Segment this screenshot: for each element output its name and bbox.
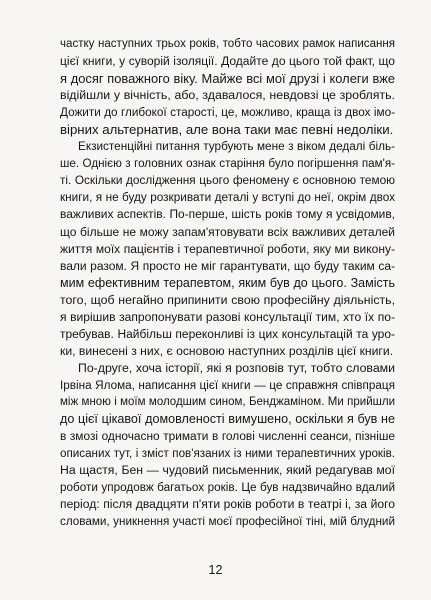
text-line: що більше не можу запам'ятовувати всіх важливих деталей	[60, 224, 395, 239]
text-line: ше. Однією з головних ознак старіння було погіршення пам'я-	[60, 157, 395, 171]
text-line: ки, винесені з них, є основою наступних розділів цієї книги.	[60, 343, 394, 358]
text-line: Екзистенційні питання турбують мене з віком дедалі біль-	[78, 140, 395, 154]
text-line: словами, уникнення участі моєї професійної тіні, мій блудний	[60, 515, 395, 529]
text-line: книги, я не буду розкривати деталі у вступі до неї, окрім двох	[60, 191, 395, 205]
text-line: цієї книги, у суворій ізоляції. Додайте до цього той факт, що	[60, 54, 395, 69]
text-line: описаних тут, і зміст пов'язаних із ними терапевтичних уроків.	[60, 447, 395, 461]
text-line: відійшли у вічність, або, здавалося, невдовзі це зроблять.	[60, 88, 395, 103]
text-line: ті. Оскільки дослідження цього феномену є основною темою	[60, 173, 395, 188]
text-line: між мною і моїм молодшим сином, Бенджаміном. Ми прийшли	[60, 395, 395, 408]
text-line: період: після двадцяти п'яти років роботи в театрі і, за його	[60, 497, 395, 512]
text-line: частку наступних трьох років, тобто часових рамок написання	[60, 38, 395, 50]
text-line: до цієї цікавої домовленості вимушено, оскільки я був не	[60, 412, 395, 427]
text-line: вали разом. Я просто не міг гарантувати, що буду таким са-	[60, 258, 395, 273]
page-number: 12	[208, 563, 223, 577]
text-line: требував. Найбільш переконливі із цих консультацій та уро-	[60, 326, 395, 341]
text-line: вірних альтернатив, але вона таки має певні недоліки.	[60, 122, 394, 138]
text-line: я вирішив запропонувати разові консультації тим, хто їх по-	[60, 309, 395, 324]
body-text	[60, 36, 395, 530]
text-line: того, щоб негайно припинити свою професійну діяльність,	[60, 292, 395, 307]
text-line: Ірвіна Ялома, написання цієї книги — це справжня співпраця	[60, 378, 395, 392]
text-line: важливих аспектів. По-перше, шість років тому я усвідомив,	[60, 207, 395, 222]
text-line: Дожити до глибокої старості, це, можливо, краща із двох імо-	[60, 106, 395, 120]
text-line: життя моїх пацієнтів і терапевтичної роботи, яку ми викону-	[60, 241, 395, 256]
text-line: в змозі одночасно тримати в голові численні сеанси, пізніше	[60, 429, 395, 444]
text-line: я досяг поважного віку. Майже всі мої друзі і колеги вже	[60, 71, 395, 87]
text-line: На щастя, Бен — чудовий письменник, який редагував мої	[60, 463, 395, 478]
text-line: роботи упродовж багатьох років. Це був надзвичайно вдалий	[60, 481, 395, 495]
text-line: мим ефективним терапевтом, яким був до цього. Замість	[60, 275, 395, 290]
text-line: По-друге, хоча історії, які я розповів тут, тобто словами	[78, 360, 395, 375]
